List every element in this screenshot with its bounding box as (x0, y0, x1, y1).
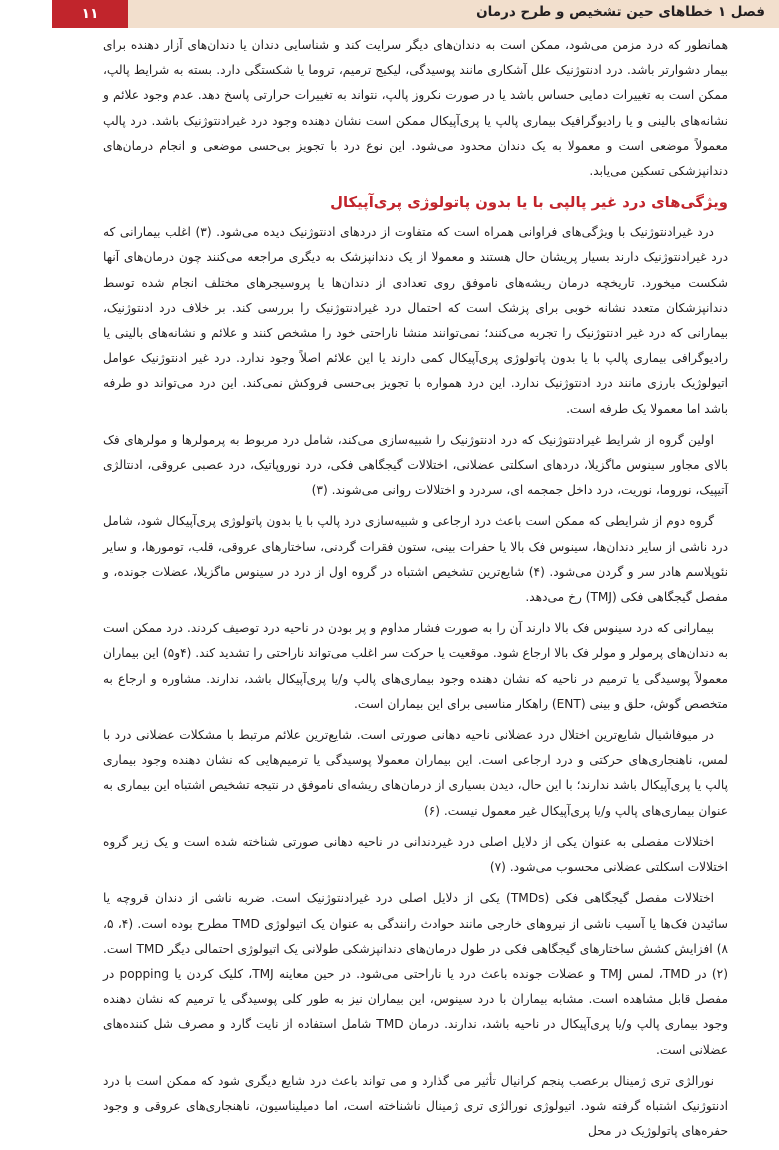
paragraph: اولین گروه از شرایط غیرادنتوژنیک که درد ادنتوژنیک را شبیه‌سازی می‌کند، شامل درد مربوط به پرمولرها و مولرهای فک بالای مجاور سینوس ماگزیلا، دردهای اسکلتی عضلانی، اختلالات گیجگاهی فکی، درد نوروپاتیک، درد عصبی عروقی، ادنتالژی آتیپیک، نوروما، نوریت، درد داخل جمجمه ای، سردرد و اختلالات روانی می‌شوند. (۳) (103, 432, 728, 498)
paragraph: نورالژی تری ژمینال برعصب پنجم کرانیال تأثیر می گذارد و می تواند باعث درد شایع دیگری شود که ممکن است با درد ادنتوژنیک اشتباه گرفته شود. اتیولوژی نورالژی تری ژمینال ناشناخته است، اما دمیلیناسیون، ناهنجاری‌های عروقی و وجود حفره‌های پاتولوژیک در محل (103, 1073, 728, 1139)
header-bar (128, 0, 779, 28)
paragraph: همانطور که درد مزمن می‌شود، ممکن است به دندان‌های دیگر سرایت کند و شناسایی دندان یا دندان‌های آزار دهنده برای بیمار دشوارتر باشد. درد ادنتوژنیک علل آشکاری مانند پوسیدگی، لیکیج ترمیم، تروما یا شکستگی دارد. بسته به شرایط پالپ، ممکن است به تغییرات دمایی حساس باشد یا در صورت نکروز پالپ، نتواند به تغییرات حرارتی پاسخ دهد. عدم وجود علائم و نشانه‌های بالینی و یا رادیوگرافیک بیماری پالپ یا پری‌آپیکال ممکن است نشان دهنده وجود درد غیرادنتوژنیک باشد. درد پالپ معمولاً موضعی است و معمولا به یک دندان محدود می‌شود. این نوع درد با تجویز بی‌حسی موضعی و انجام درمان‌های دندانپزشکی تسکین می‌یابد. (103, 38, 728, 179)
body-text (103, 33, 728, 1150)
paragraph: گروه دوم از شرایطی که ممکن است باعث درد ارجاعی و شبیه‌سازی درد پالپ با یا بدون پاتولوژی پری‌آپیکال شود، شامل درد ناشی از سایر دندان‌ها، سینوس فک بالا یا حفرات بینی، ستون فقرات گردنی، ساختارهای عروقی، قلب، تومورها، و سایر نئوپلاسم هادر سر و گردن می‌شود. (۴) شایع‌ترین تشخیص اشتباه در گروه اول از درد در سینوس ماگزیلا، عضلات جونده، و مفصل گیجگاهی فکی (TMJ) رخ می‌دهد. (103, 514, 728, 605)
section-heading: ویژگی‌های درد غیر پالپی با یا بدون پاتولوژی پری‌آپیکال (330, 194, 728, 212)
chapter-title: فصل ۱ خطاهای حین تشخیص و طرح درمان (476, 4, 765, 20)
paragraph: اختلالات مفصلی به عنوان یکی از دلایل اصلی درد غیردندانی در ناحیه دهانی صورتی شناخته شده است و یک زیر گروه اختلالات اسکلتی عضلانی محسوب می‌شود. (۷) (103, 834, 728, 875)
paragraph: در میوفاشیال شایع‌ترین اختلال درد عضلانی ناحیه دهانی صورتی است. شایع‌ترین علائم مرتبط با مشکلات عضلانی درد با لمس، ناهنجاری‌های حرکتی و درد ارجاعی است. این بیماران معمولا پوسیدگی یا ترمیم‌هایی که نشان دهنده وجود بیماری پالپ یا پری‌آپیکال باشد ندارند؛ با این حال، دیدن بسیاری از درمان‌های ریشه‌ای ناموفق در نتیجه تشخیص اشتباه این بیماری به عنوان بیماری‌های پالپ و/یا پری‌آپیکال غیر معمول نیست. (۶) (103, 728, 728, 818)
paragraph: درد غیرادنتوژنیک با ویژگی‌های فراوانی همراه است که متفاوت از دردهای ادنتوژنیک دیده می‌شود. (۳) اغلب بیمارانی که درد غیرادنتوژنیک دارند بسیار پریشان حال هستند و معمولا از یک دندانپزشک به دیگری مراجعه می‌کنند چون درمان‌های آنها شکست میخورد. تاریخچه درمان ریشه‌های ناموفق روی تعدادی از دندان‌ها یا پروسیجرهای مختلف انجام شده توسط دندانپزشکان متعدد نشانه خوبی برای پزشک است که احتمال درد غیرادنتوژنیک را بررسی کند. بر خلاف درد ادنتوژنیک، بیمارانی که درد غیر ادنتوژنیک را تجربه می‌کنند؛ نمی‌توانند منشا ناراحتی خود را مشخص کنند و علائم و نشانه‌های بالینی یا رادیوگرافی بیماری پالپ با یا بدون پاتولوژی پری‌آپیکال کمی دارند یا این علائم اصلاً وجود ندارد. درد غیر ادنتوژنیک عوامل اتیولوژیک بارزی مانند درد ادنتوژنیک ندارد. این درد همواره با تجویز بی‌حسی فروکش نمی‌کند. این درد می‌تواند دو طرفه باشد اما معمولا یک طرفه است. (103, 225, 728, 416)
page-number: ۱۱ (81, 6, 99, 22)
paragraph: اختلالات مفصل گیجگاهی فکی (TMDs) یکی از دلایل اصلی درد غیرادنتوژنیک است. ضربه ناشی از دندان قروچه یا سائیدن فک‌ها یا آسیب ناشی از نیروهای خارجی مانند حوادث رانندگی به عنوان یک اتیولوژی TMD مطرح بوده است. (۴، ۵، ۸) افزایش کشش ساختارهای گیجگاهی فکی در طول درمان‌های دندانپزشکی طولانی یک اتیولوژی احتمالی دیگر TMD است. (۲) در TMD، لمس TMJ و عضلات جونده باعث درد یا ناراحتی می‌شود. در حین معاینه TMJ، کلیک کردن یا popping در مفصل قابل مشاهده است. مشابه بیماران با درد سینوس، این بیماران نیز به طور کلی پوسیدگی یا ترمیم که نشان دهنده وجود بیماری پالپ و/یا پری‌آپیکال در ناحیه باشد، ندارند. درمان TMD شامل استفاده از نایت گارد و مصرف شل کننده‌های عضلانی است. (103, 891, 728, 1057)
page-number-box (52, 0, 128, 28)
page-header (0, 0, 779, 28)
paragraph: بیمارانی که درد سینوس فک بالا دارند آن را به صورت فشار مداوم و پر بودن در ناحیه درد توصیف کردند. درد ممکن است به دندان‌های پرمولر و مولر فک بالا ارجاع شود. موقعیت یا حرکت سر اغلب می‌تواند ناراحتی را تشدید کند. (۴و۵) این بیماران معمولاً پوسیدگی یا ترمیم در ناحیه که نشان دهنده وجود بیماری‌های پالپ و/یا پری‌آپیکال باشد، ندارند. مشاوره و ارجاع به متخصص گوش، حلق و بینی (ENT) راهکار مناسبی برای این بیماران است. (103, 621, 729, 711)
